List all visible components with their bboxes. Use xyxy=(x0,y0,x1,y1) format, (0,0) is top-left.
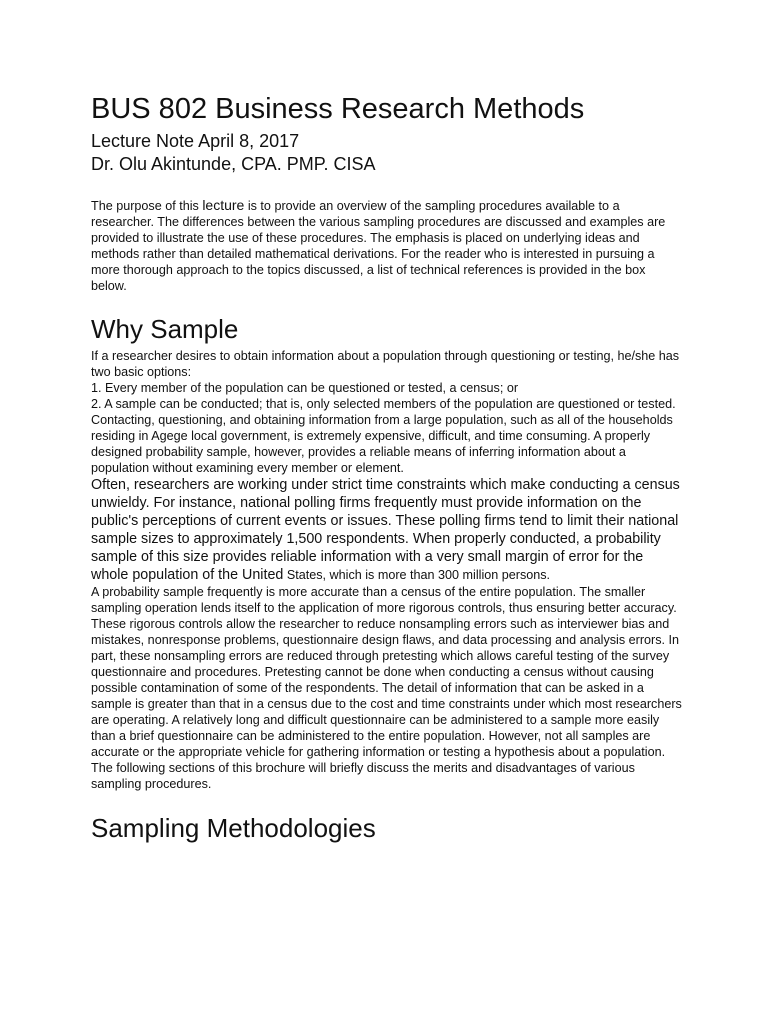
paragraph-3-large-text: Often, researchers are working under strict time constraints which make conducting a census unwieldy. For instance, national polling firms frequently must provide information on the public's perceptions of current events or issues. These polling firms tend to limit their national sample sizes to approximately 1,500 respondents. When properly conducted, a probability sample of this size provides reliable information with a very small margin of error for the whole population of the United xyxy=(91,477,680,583)
why-sample-paragraph-2: Contacting, questioning, and obtaining information from a large population, such as all of the households residing in Agege local government, is extremely expensive, difficult, and time consuming. A properly designed probability sample, however, provides a reliable means of inferring information about a population without examining every member or element. xyxy=(91,413,673,475)
author-line: Dr. Olu Akintunde, CPA. PMP. CISA xyxy=(91,154,376,174)
intro-before: The purpose of this xyxy=(91,199,203,213)
paragraph-3-small-text: States, which is more than 300 million persons. xyxy=(283,568,551,582)
sampling-methodologies-heading: Sampling Methodologies xyxy=(91,813,376,843)
option-item-1: 1. Every member of the population can be questioned or tested, a census; or xyxy=(91,381,519,395)
intro-after: is to provide an overview of the sampling procedures available to a researcher. The differences between the various sampling procedures are discussed and examples are provided to illustrate the use of these procedures. The emphasis is placed on underlying ideas and methods rather than detailed mathematical derivations. For the reader who is interested in pursuing a more thorough approach to the topics discussed, a list of technical references is provided in the box below. xyxy=(91,199,666,293)
why-sample-paragraph-4: A probability sample frequently is more accurate than a census of the entire population. The smaller sampling operation lends itself to the application of more rigorous controls, thus ensuring better accuracy. These rigorous controls allow the researcher to reduce nonsampling errors such as interviewer bias and mistakes, nonresponse problems, questionnaire design flaws, and data processing and analysis errors. In part, these nonsampling errors are reduced through pretesting which allows careful testing of the survey questionnaire and procedures. Pretesting cannot be done when conducting a census without causing possible contamination of some of the respondents. The detail of information that can be asked in a sample is greater than that in a census due to the cost and time constraints under which most researchers are operating. A relatively long and difficult questionnaire can be administered to a sample more easily than a brief questionnaire can be administered to the entire population. However, not all samples are accurate or the appropriate vehicle for gathering information or testing a hypothesis about a population. The following sections of this brochure will briefly discuss the merits and disadvantages of various sampling procedures. xyxy=(91,585,682,791)
why-sample-paragraph-3 xyxy=(91,476,682,584)
why-sample-paragraph-1: If a researcher desires to obtain information about a population through questioning or testing, he/she has two basic options: xyxy=(91,349,680,379)
lecture-date: Lecture Note April 8, 2017 xyxy=(91,131,300,151)
intro-paragraph xyxy=(91,197,682,294)
intro-word-lecture: lecture xyxy=(202,197,245,213)
option-item-2: 2. A sample can be conducted; that is, only selected members of the population are questioned or tested. xyxy=(91,397,676,411)
why-sample-heading: Why Sample xyxy=(91,314,239,344)
document-title: BUS 802 Business Research Methods xyxy=(91,93,585,125)
